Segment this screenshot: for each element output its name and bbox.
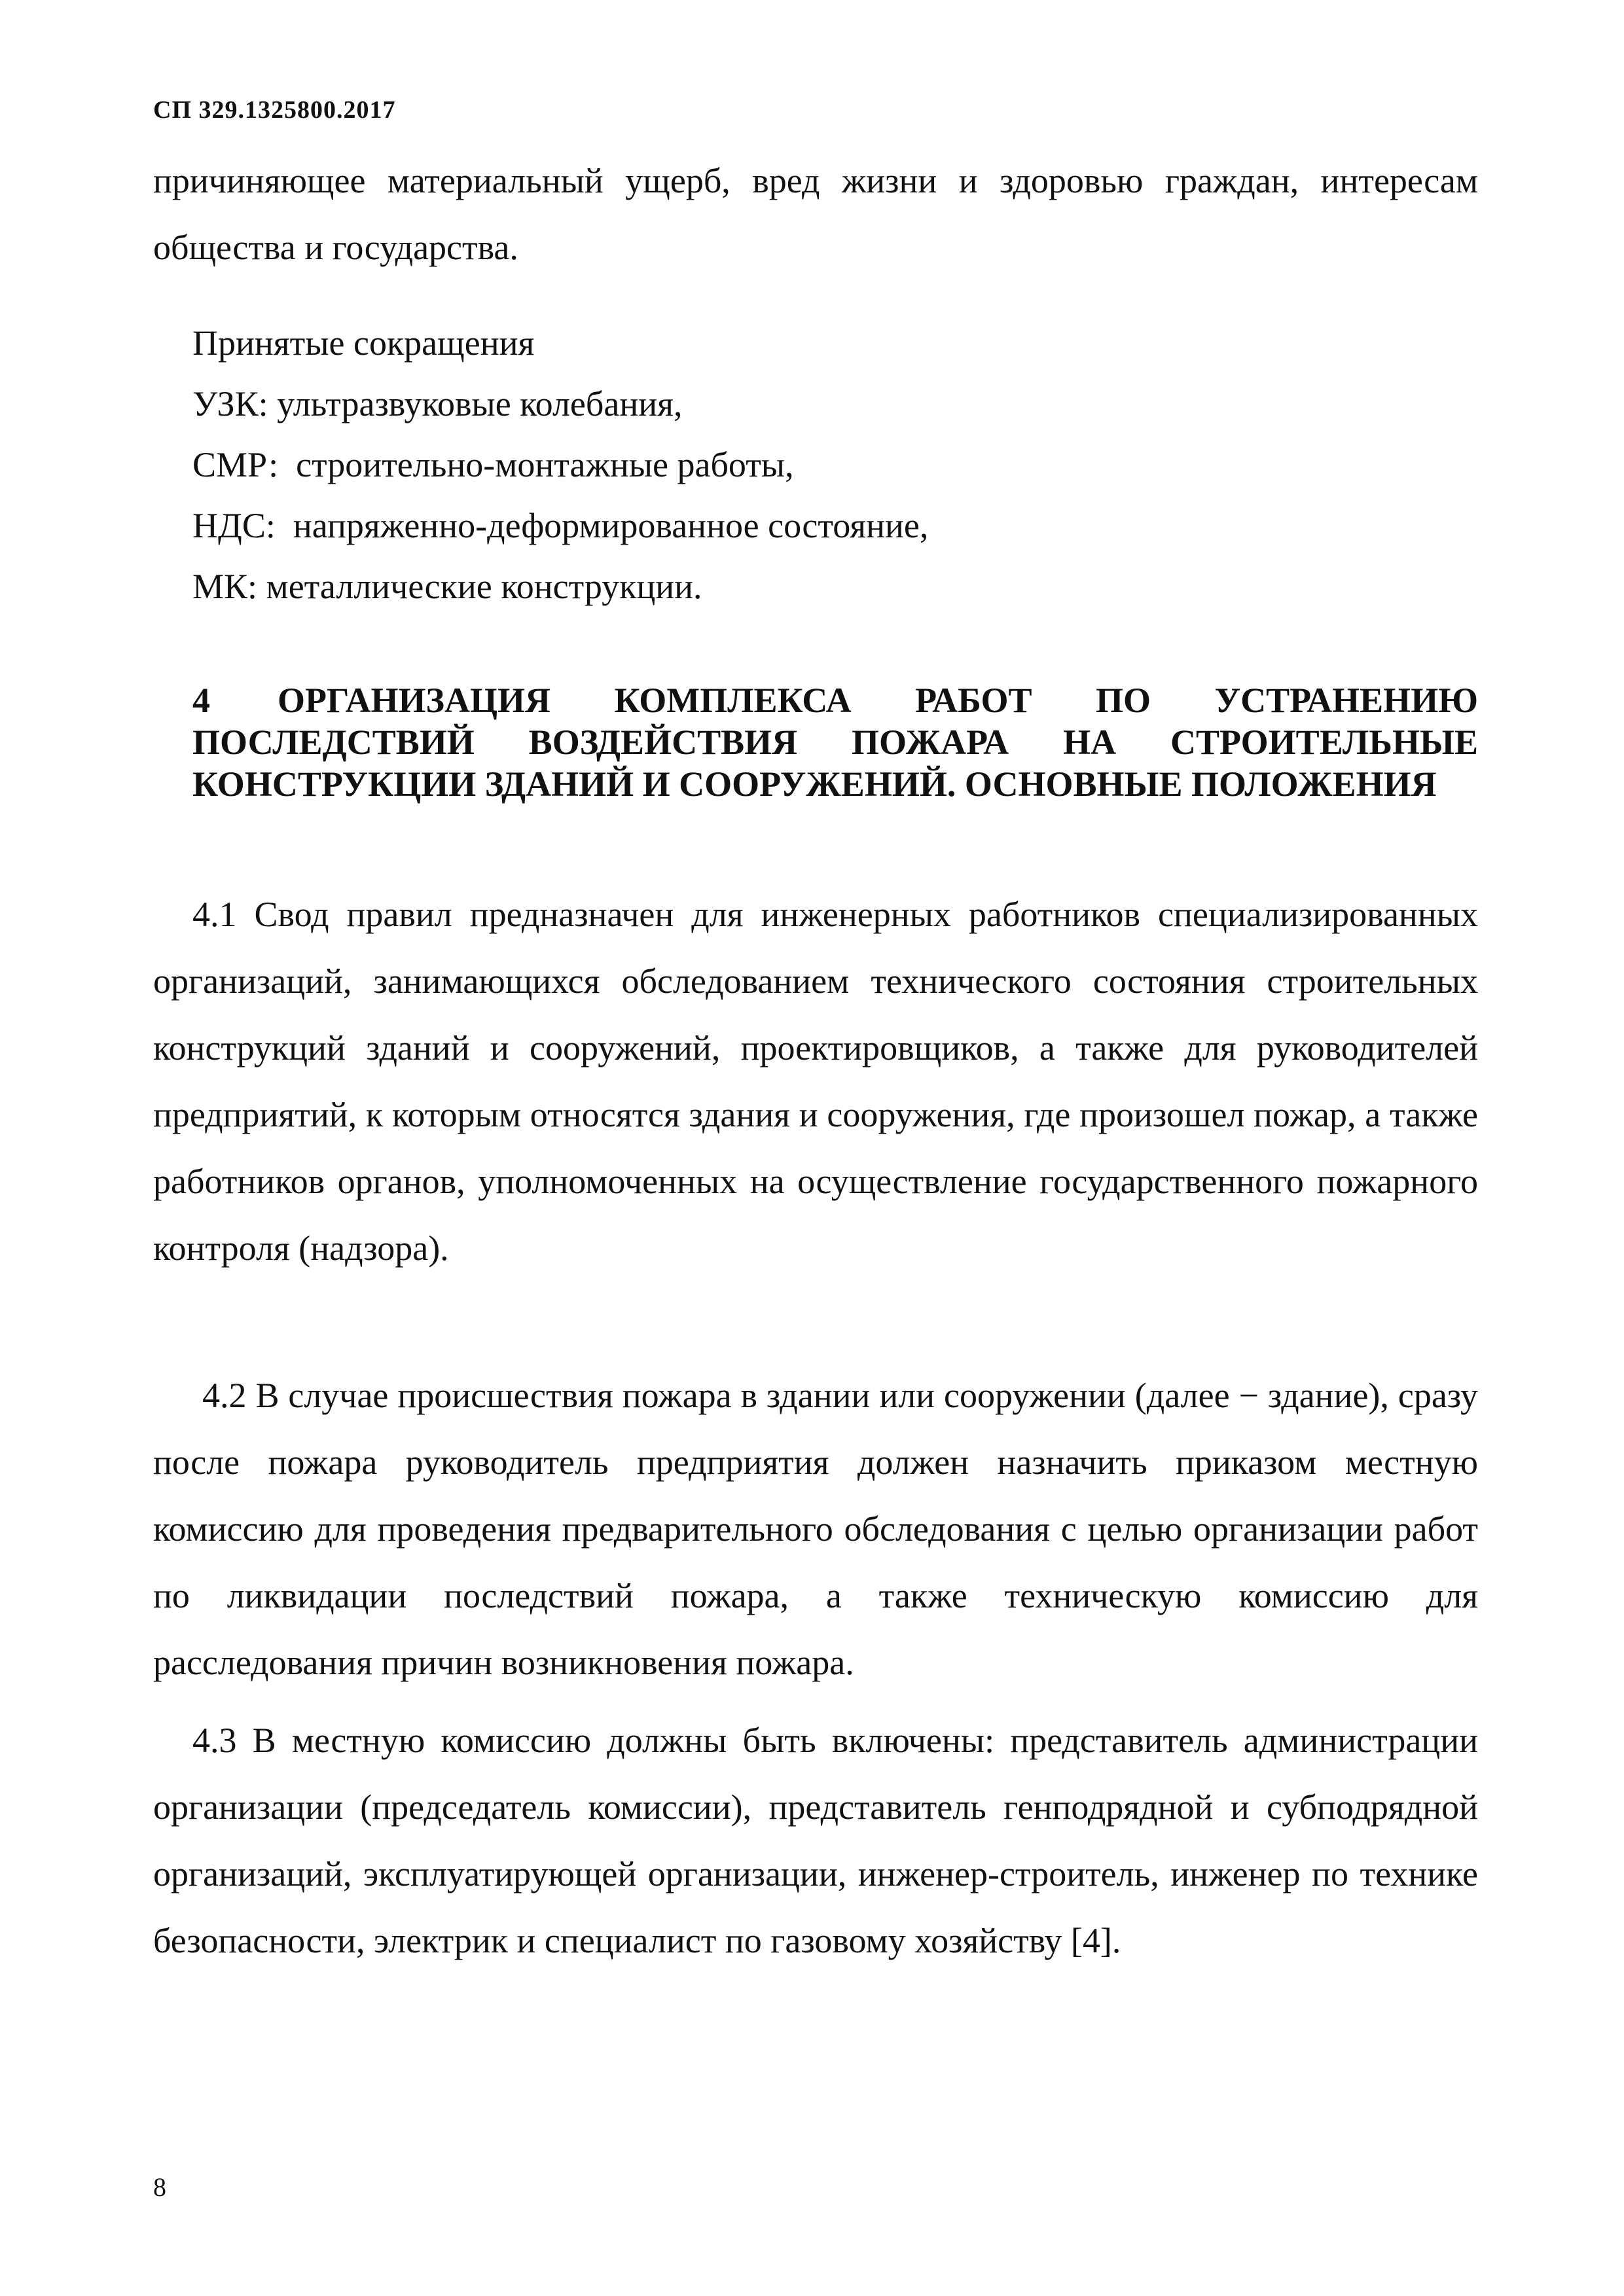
section-title: ОРГАНИЗАЦИЯ КОМПЛЕКСА РАБОТ ПО УСТРАНЕНИЮ ПОСЛЕДСТВИЙ ВОЗДЕЙСТВИЯ ПОЖАРА НА СТРОИТЕЛЬНЫЕ КОНСТРУКЦИИ ЗДАНИЙ И СООРУЖЕНИЙ. ОСНОВНЫЕ ПОЛОЖЕНИЯ	[192, 681, 1478, 804]
abbreviation-item: МК: металлические конструкции.	[192, 567, 702, 606]
abbreviations-list	[192, 313, 928, 617]
section-number: 4	[192, 681, 210, 720]
abbreviation-item: УЗК: ультразвуковые колебания,	[192, 384, 683, 423]
paragraph-4-2: 4.2 В случае происшествия пожара в здании или сооружении (далее − здание), сразу после пожара руководитель предприятия должен назначить приказом местную комиссию для проведения предварительного обследования с целью организации работ по ликвидации последствий пожара, а также техническую комиссию для расследования причин возникновения пожара.	[153, 1376, 1478, 1682]
abbreviations-title: Принятые сокращения	[192, 323, 535, 363]
document-code-header: СП 329.1325800.2017	[153, 96, 396, 124]
intro-paragraph: причиняющее материальный ущерб, вред жизни и здоровью граждан, интересам общества и государства.	[153, 161, 1478, 267]
section-heading	[192, 679, 1478, 805]
paragraph-4-3: 4.3 В местную комиссию должны быть включены: представитель администрации организации (председатель комиссии), представитель генподрядной и субподрядной организаций, эксплуатирующей организации, инженер-строитель, инженер по технике безопасности, электрик и специалист по газовому хозяйству [4].	[153, 1721, 1478, 1960]
paragraph-4-1: 4.1 Свод правил предназначен для инженерных работников специализированных организаций, занимающихся обследованием технического состояния строительных конструкций зданий и сооружений, проектировщиков, а также для руководителей предприятий, к которым относятся здания и сооружения, где произошел пожар, а также работников органов, уполномоченных на осуществление государственного пожарного контроля (надзора).	[153, 895, 1478, 1268]
abbreviation-item: НДС: напряженно-деформированное состояние,	[192, 506, 929, 545]
abbreviation-item: СМР: строительно-монтажные работы,	[192, 445, 794, 484]
page-number: 8	[153, 2172, 166, 2202]
